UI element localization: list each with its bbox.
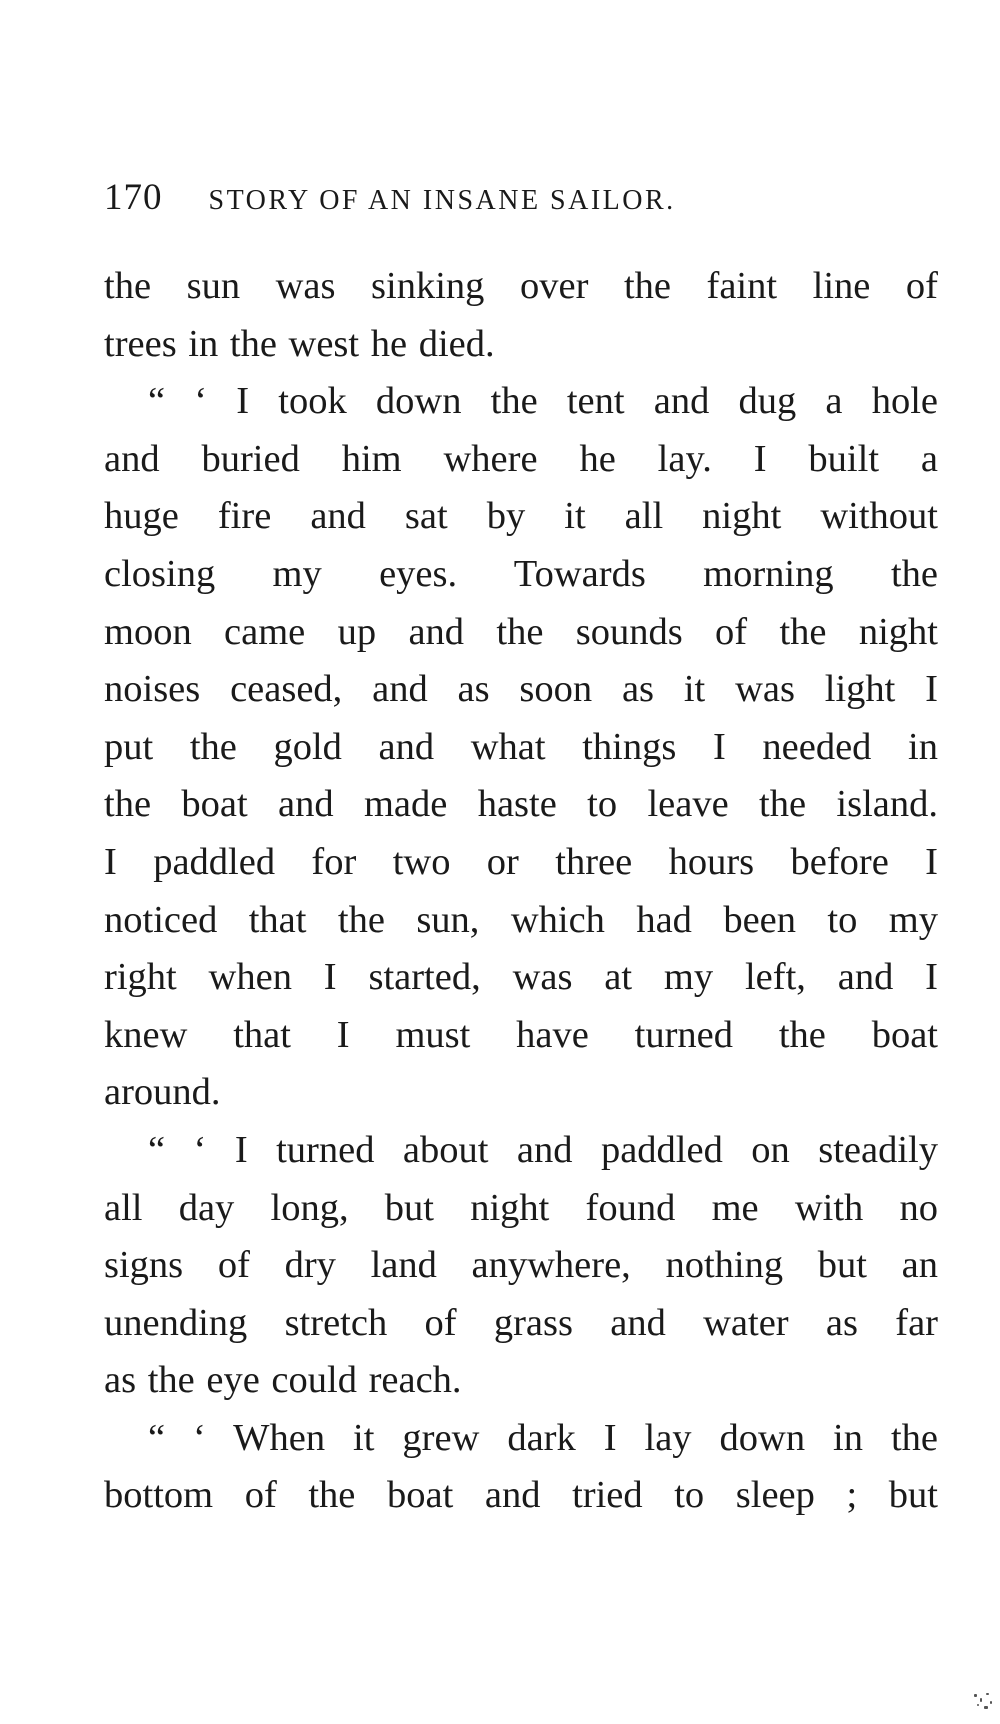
text-line: the sun was sinking over the faint line of <box>104 265 938 307</box>
text-line: right when I started, was at my left, and I <box>104 956 938 999</box>
text-line: signs of dry land anywhere, nothing but an <box>104 1244 938 1287</box>
text-line: the boat and made haste to leave the island. <box>104 783 938 826</box>
text-line: all day long, but night found me with no <box>104 1186 938 1229</box>
paragraph-first-line: “ ‘ I took down the tent and dug a hole <box>148 380 938 423</box>
text-line: huge fire and sat by it all night without <box>104 495 938 538</box>
text-line: noises ceased, and as soon as it was light I <box>104 668 938 711</box>
text-line: and buried him where he lay. I built a <box>104 437 938 480</box>
scan-speck-marks <box>970 1684 1000 1724</box>
text-line: knew that I must have turned the boat <box>104 1013 938 1056</box>
text-line: put the gold and what things I needed in <box>104 725 938 768</box>
body-text <box>104 258 938 1525</box>
text-line: moon came up and the sounds of the night <box>104 610 938 653</box>
text-line: around. <box>104 1071 221 1114</box>
text-line: closing my eyes. Towards morning the <box>104 552 938 595</box>
text-line: unending stretch of grass and water as far <box>104 1301 938 1344</box>
running-head <box>104 176 804 226</box>
text-line: trees in the west he died. <box>104 322 495 365</box>
text-line: I paddled for two or three hours before I <box>104 840 938 883</box>
text-line: noticed that the sun, which had been to my <box>104 898 938 941</box>
paragraph-first-line: “ ‘ When it grew dark I lay down in the <box>148 1416 938 1459</box>
running-title: STORY OF AN INSANE SAILOR. <box>208 185 676 216</box>
paragraph-first-line: “ ‘ I turned about and paddled on steadily <box>148 1128 938 1171</box>
text-line: as the eye could reach. <box>104 1359 462 1402</box>
text-line: bottom of the boat and tried to sleep ; but <box>104 1474 938 1517</box>
page-number: 170 <box>104 177 163 218</box>
